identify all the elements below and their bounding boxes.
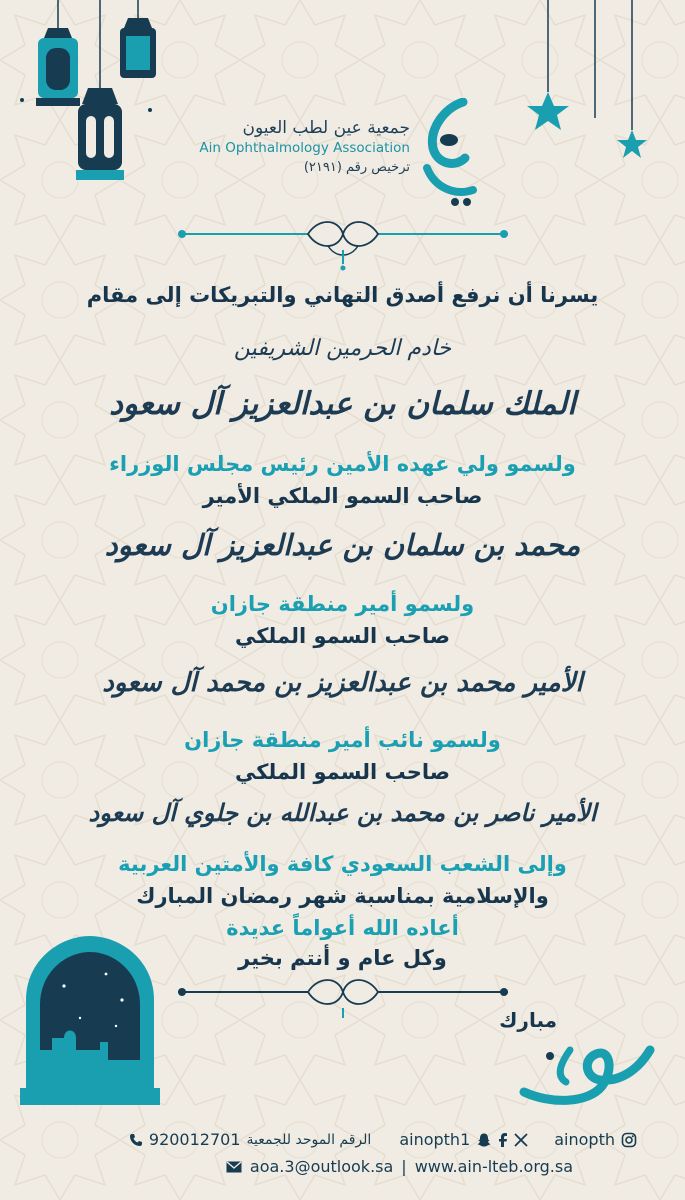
- org-name-en: Ain Ophthalmology Association: [199, 140, 410, 156]
- mubarak-label: مبارك: [499, 1008, 557, 1032]
- email-address[interactable]: aoa.3@outlook.sa: [249, 1157, 394, 1176]
- footer-web: [53, 1157, 573, 1176]
- instagram-handle[interactable]: ainopth: [554, 1130, 615, 1149]
- phone-number[interactable]: 920012701: [148, 1130, 241, 1149]
- ornament-icon: [178, 216, 508, 276]
- window-scene-icon: [20, 930, 160, 1105]
- lantern-icon: [10, 0, 160, 200]
- closing-line-3: أعاده الله أعواماً عديدة: [226, 916, 459, 940]
- deputy-title: صاحب السمو الملكي: [234, 760, 451, 784]
- logo-icon: [415, 98, 485, 210]
- facebook-icon[interactable]: [498, 1132, 508, 1147]
- closing-line-2: والإسلامية بمناسبة شهر رمضان المبارك: [136, 884, 549, 908]
- email-icon[interactable]: [226, 1161, 242, 1173]
- footer-contacts: [37, 1130, 637, 1149]
- twitter-handle[interactable]: ainopth1: [399, 1130, 471, 1149]
- royal-title-1: خادم الحرمين الشريفين: [233, 336, 452, 361]
- unified-number-label: الرقم الموحد للجمعية: [246, 1131, 372, 1148]
- crescent-moon-icon: [520, 0, 680, 200]
- royal-name-4: الأمير ناصر بن محمد بن عبدالله بن جلوي آل سعود: [88, 798, 597, 827]
- royal-name-3: الأمير محمد بن عبدالعزيز بن محمد آل سعود: [102, 668, 583, 698]
- website-link[interactable]: www.ain-lteb.org.sa: [414, 1157, 573, 1176]
- license-number: ترخيص رقم (٢١٩١): [303, 160, 410, 175]
- twitter-icon[interactable]: [514, 1133, 528, 1147]
- phone-icon[interactable]: [129, 1133, 143, 1147]
- crown-prince-line: ولسمو ولي عهده الأمين رئيس مجلس الوزراء: [109, 452, 576, 476]
- emir-line: ولسمو أمير منطقة جازان: [210, 592, 475, 616]
- emir-title: صاحب السمو الملكي: [234, 624, 451, 648]
- crown-prince-title: صاحب السمو الملكي الأمير: [202, 484, 483, 508]
- deputy-line: ولسمو نائب أمير منطقة جازان: [184, 728, 501, 752]
- ramadan-calligraphy: [510, 1030, 660, 1110]
- footer-separator: |: [401, 1157, 407, 1176]
- royal-name-1: الملك سلمان بن عبدالعزيز آل سعود: [109, 386, 576, 422]
- closing-line-4: وكل عام و أنتم بخير: [238, 946, 447, 970]
- org-name-ar: جمعية عين لطب العيون: [242, 118, 410, 138]
- instagram-icon[interactable]: [621, 1132, 637, 1148]
- royal-name-2: محمد بن سلمان بن عبدالعزيز آل سعود: [104, 528, 581, 562]
- intro-text: يسرنا أن نرفع أصدق التهاني والتبريكات إلى مقام: [86, 283, 599, 307]
- snapchat-icon[interactable]: [476, 1132, 492, 1148]
- closing-line-1: وإلى الشعب السعودي كافة والأمتين العربية: [118, 852, 567, 876]
- ornament-icon: [178, 974, 508, 1024]
